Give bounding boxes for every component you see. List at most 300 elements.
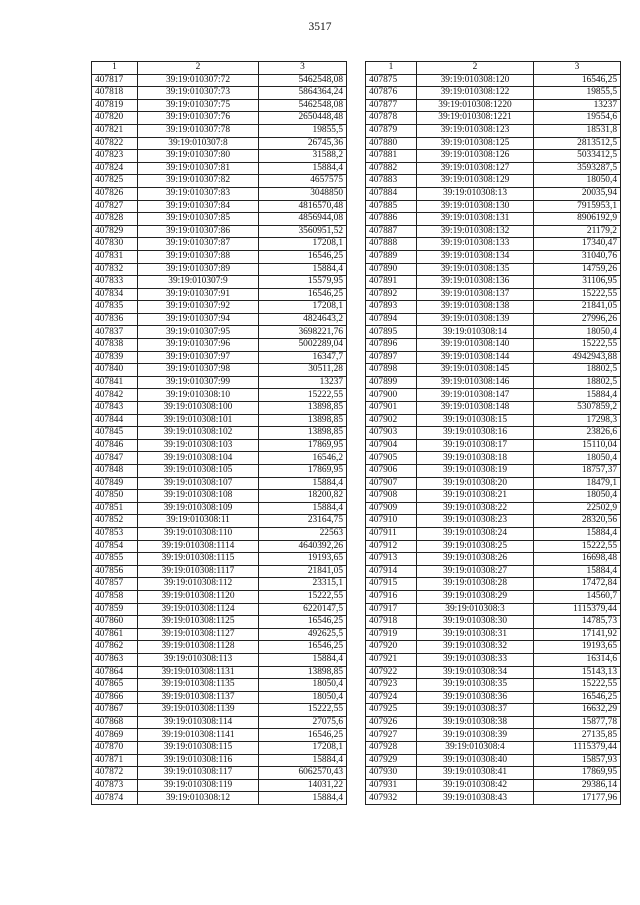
cadastral-number: 39:19:010308:40 [417,754,534,767]
cadastral-number: 39:19:010307:91 [138,288,259,301]
table-row [366,238,621,251]
cadastral-number: 39:19:010308:147 [417,389,534,402]
row-number: 407859 [92,603,138,616]
row-number: 407916 [366,590,417,603]
cadastral-value: 492625,5 [259,628,347,641]
row-number: 407888 [366,238,417,251]
cadastral-number: 39:19:010308:119 [138,779,259,792]
table-row [92,502,347,515]
row-number: 407827 [92,200,138,213]
cadastral-value: 3593287,5 [534,162,621,175]
cadastral-number: 39:19:010308:10 [138,389,259,402]
table-row [366,729,621,742]
row-number: 407928 [366,742,417,755]
page-number: 3517 [308,21,332,33]
cadastral-value: 5462548,08 [259,99,347,112]
cadastral-number: 39:19:010308:22 [417,502,534,515]
cadastral-value: 17472,84 [534,578,621,591]
table-row [366,679,621,692]
row-number: 407856 [92,565,138,578]
row-number: 407917 [366,603,417,616]
row-number: 407828 [92,213,138,226]
column-header: 1 [366,62,417,75]
table-row [366,389,621,402]
table-row [92,137,347,150]
cadastral-number: 39:19:010307:95 [138,326,259,339]
row-number: 407836 [92,313,138,326]
cadastral-number: 39:19:010308:110 [138,527,259,540]
row-number: 407869 [92,729,138,742]
table-row [366,339,621,352]
cadastral-value: 16546,25 [259,616,347,629]
table-row [92,162,347,175]
cadastral-number: 39:19:010308:17 [417,439,534,452]
cadastral-number: 39:19:010308:1221 [417,112,534,125]
table-row [92,150,347,163]
table-row [366,490,621,503]
cadastral-number: 39:19:010307:96 [138,339,259,352]
cadastral-number: 39:19:010308:1120 [138,590,259,603]
cadastral-number: 39:19:010308:1114 [138,540,259,553]
row-number: 407895 [366,326,417,339]
table-row [366,250,621,263]
row-number: 407883 [366,175,417,188]
cadastral-value: 5462548,08 [259,74,347,87]
cadastral-number: 39:19:010308:1115 [138,553,259,566]
table-row [92,653,347,666]
table-row [366,99,621,112]
table-row [366,641,621,654]
cadastral-number: 39:19:010308:101 [138,414,259,427]
cadastral-number: 39:19:010308:140 [417,339,534,352]
cadastral-value: 15579,95 [259,276,347,289]
table-row [366,402,621,415]
cadastral-number: 39:19:010308:3 [417,603,534,616]
table-row [92,276,347,289]
table-row [366,162,621,175]
cadastral-value: 15884,4 [259,162,347,175]
row-number: 407820 [92,112,138,125]
cadastral-value: 8906192,9 [534,213,621,226]
table-row [366,175,621,188]
cadastral-value: 18050,4 [534,452,621,465]
cadastral-number: 39:19:010308:103 [138,439,259,452]
cadastral-number: 39:19:010308:1220 [417,99,534,112]
right-table-body [366,62,621,805]
cadastral-value: 14031,22 [259,779,347,792]
row-number: 407920 [366,641,417,654]
cadastral-value: 28320,56 [534,515,621,528]
cadastral-value: 18531,8 [534,124,621,137]
table-row [92,414,347,427]
column-header: 1 [92,62,138,75]
table-row [92,628,347,641]
cadastral-value: 21841,05 [534,301,621,314]
cadastral-value: 15877,78 [534,716,621,729]
cadastral-number: 39:19:010308:122 [417,87,534,100]
cadastral-number: 39:19:010308:15 [417,414,534,427]
cadastral-value: 4942943,88 [534,351,621,364]
row-number: 407903 [366,427,417,440]
row-number: 407855 [92,553,138,566]
table-row [366,427,621,440]
cadastral-number: 39:19:010308:34 [417,666,534,679]
table-row [92,553,347,566]
cadastral-number: 39:19:010308:4 [417,742,534,755]
cadastral-number: 39:19:010307:94 [138,313,259,326]
cadastral-value: 15884,4 [259,792,347,805]
cadastral-value: 15884,4 [259,502,347,515]
cadastral-number: 39:19:010308:102 [138,427,259,440]
cadastral-number: 39:19:010308:25 [417,540,534,553]
cadastral-number: 39:19:010308:20 [417,477,534,490]
row-number: 407833 [92,276,138,289]
cadastral-number: 39:19:010308:27 [417,565,534,578]
cadastral-value: 15884,4 [534,565,621,578]
cadastral-number: 39:19:010308:113 [138,653,259,666]
header-row [92,62,347,75]
table-row [366,716,621,729]
row-number: 407923 [366,679,417,692]
table-row [92,540,347,553]
row-number: 407867 [92,704,138,717]
cadastral-value: 5864364,24 [259,87,347,100]
row-number: 407899 [366,376,417,389]
row-number: 407847 [92,452,138,465]
table-row [92,364,347,377]
cadastral-value: 15884,4 [259,263,347,276]
row-number: 407852 [92,515,138,528]
cadastral-value: 15222,55 [534,540,621,553]
row-number: 407844 [92,414,138,427]
cadastral-value: 22502,9 [534,502,621,515]
cadastral-number: 39:19:010308:31 [417,628,534,641]
cadastral-number: 39:19:010308:137 [417,288,534,301]
row-number: 407863 [92,653,138,666]
left-table-body [92,62,347,805]
cadastral-value: 15884,4 [534,389,621,402]
cadastral-number: 39:19:010308:39 [417,729,534,742]
cadastral-value: 30511,28 [259,364,347,377]
cadastral-value: 16347,7 [259,351,347,364]
cadastral-number: 39:19:010308:120 [417,74,534,87]
cadastral-value: 4856944,08 [259,213,347,226]
column-header: 2 [417,62,534,75]
row-number: 407906 [366,465,417,478]
cadastral-number: 39:19:010307:76 [138,112,259,125]
table-row [366,779,621,792]
row-number: 407924 [366,691,417,704]
row-number: 407887 [366,225,417,238]
cadastral-number: 39:19:010307:78 [138,124,259,137]
table-row [92,742,347,755]
cadastral-value: 2650448,48 [259,112,347,125]
table-row [92,666,347,679]
table-row [366,527,621,540]
row-number: 407873 [92,779,138,792]
cadastral-value: 4824643,2 [259,313,347,326]
cadastral-number: 39:19:010308:21 [417,490,534,503]
table-row [366,112,621,125]
row-number: 407874 [92,792,138,805]
row-number: 407843 [92,402,138,415]
row-number: 407877 [366,99,417,112]
cadastral-number: 39:19:010308:1141 [138,729,259,742]
table-row [366,502,621,515]
table-row [92,376,347,389]
row-number: 407925 [366,704,417,717]
cadastral-value: 16546,2 [259,452,347,465]
cadastral-value: 15143,13 [534,666,621,679]
row-number: 407880 [366,137,417,150]
table-row [366,767,621,780]
row-number: 407901 [366,402,417,415]
row-number: 407872 [92,767,138,780]
cadastral-number: 39:19:010308:35 [417,679,534,692]
cadastral-value: 1115379,44 [534,742,621,755]
table-row [366,691,621,704]
table-row [92,74,347,87]
header-row [366,62,621,75]
table-row [92,704,347,717]
cadastral-value: 19193,65 [259,553,347,566]
cadastral-number: 39:19:010307:92 [138,301,259,314]
row-number: 407894 [366,313,417,326]
row-number: 407889 [366,250,417,263]
cadastral-number: 39:19:010307:80 [138,150,259,163]
cadastral-number: 39:19:010308:43 [417,792,534,805]
cadastral-number: 39:19:010308:1135 [138,679,259,692]
table-row [92,288,347,301]
cadastral-value: 18050,4 [534,326,621,339]
row-number: 407866 [92,691,138,704]
cadastral-number: 39:19:010308:129 [417,175,534,188]
cadastral-value: 5033412,5 [534,150,621,163]
cadastral-number: 39:19:010308:104 [138,452,259,465]
row-number: 407918 [366,616,417,629]
row-number: 407876 [366,87,417,100]
table-row [366,351,621,364]
row-number: 407914 [366,565,417,578]
row-number: 407875 [366,74,417,87]
table-row [92,779,347,792]
table-row [92,754,347,767]
row-number: 407840 [92,364,138,377]
table-row [366,666,621,679]
table-row [366,540,621,553]
cadastral-value: 15222,55 [259,389,347,402]
cadastral-number: 39:19:010308:16 [417,427,534,440]
column-header: 3 [259,62,347,75]
row-number: 407898 [366,364,417,377]
cadastral-number: 39:19:010308:112 [138,578,259,591]
row-number: 407839 [92,351,138,364]
cadastral-value: 3698221,76 [259,326,347,339]
cadastral-number: 39:19:010308:1124 [138,603,259,616]
cadastral-value: 13898,85 [259,666,347,679]
row-number: 407845 [92,427,138,440]
cadastral-number: 39:19:010308:136 [417,276,534,289]
cadastral-number: 39:19:010308:145 [417,364,534,377]
row-number: 407830 [92,238,138,251]
row-number: 407846 [92,439,138,452]
row-number: 407904 [366,439,417,452]
cadastral-number: 39:19:010308:32 [417,641,534,654]
table-row [366,150,621,163]
cadastral-value: 17141,92 [534,628,621,641]
cadastral-number: 39:19:010308:105 [138,465,259,478]
cadastral-number: 39:19:010308:117 [138,767,259,780]
cadastral-value: 16546,25 [259,729,347,742]
row-number: 407865 [92,679,138,692]
right-registry-table [365,61,621,805]
row-number: 407853 [92,527,138,540]
row-number: 407817 [92,74,138,87]
row-number: 407913 [366,553,417,566]
cadastral-value: 15222,55 [534,288,621,301]
table-row [366,313,621,326]
table-row [92,477,347,490]
table-row [366,276,621,289]
row-number: 407819 [92,99,138,112]
cadastral-number: 39:19:010307:85 [138,213,259,226]
row-number: 407826 [92,187,138,200]
cadastral-number: 39:19:010308:114 [138,716,259,729]
cadastral-value: 18802,5 [534,364,621,377]
cadastral-number: 39:19:010308:24 [417,527,534,540]
table-row [92,99,347,112]
cadastral-number: 39:19:010308:1128 [138,641,259,654]
table-row [92,225,347,238]
cadastral-number: 39:19:010308:123 [417,124,534,137]
cadastral-value: 31588,2 [259,150,347,163]
row-number: 407849 [92,477,138,490]
cadastral-value: 31040,76 [534,250,621,263]
table-row [92,250,347,263]
row-number: 407884 [366,187,417,200]
cadastral-number: 39:19:010308:12 [138,792,259,805]
table-row [366,742,621,755]
cadastral-value: 6220147,5 [259,603,347,616]
cadastral-value: 16546,25 [259,250,347,263]
table-row [366,653,621,666]
cadastral-number: 39:19:010308:19 [417,465,534,478]
table-row [366,565,621,578]
table-row [92,402,347,415]
table-row [366,477,621,490]
table-row [366,515,621,528]
cadastral-value: 18200,82 [259,490,347,503]
row-number: 407897 [366,351,417,364]
cadastral-number: 39:19:010307:97 [138,351,259,364]
cadastral-number: 39:19:010307:89 [138,263,259,276]
row-number: 407911 [366,527,417,540]
row-number: 407919 [366,628,417,641]
cadastral-value: 3560951,52 [259,225,347,238]
table-row [92,792,347,805]
cadastral-number: 39:19:010308:108 [138,490,259,503]
table-row [366,87,621,100]
row-number: 407823 [92,150,138,163]
cadastral-value: 15222,55 [534,679,621,692]
table-row [92,389,347,402]
cadastral-value: 4640392,26 [259,540,347,553]
cadastral-number: 39:19:010308:1137 [138,691,259,704]
table-row [366,213,621,226]
table-row [92,339,347,352]
cadastral-value: 16632,29 [534,704,621,717]
cadastral-value: 15884,4 [259,653,347,666]
row-number: 407851 [92,502,138,515]
cadastral-number: 39:19:010308:41 [417,767,534,780]
table-row [366,590,621,603]
cadastral-number: 39:19:010308:23 [417,515,534,528]
table-row [366,704,621,717]
table-row [366,578,621,591]
cadastral-value: 15222,55 [534,339,621,352]
cadastral-number: 39:19:010308:109 [138,502,259,515]
cadastral-number: 39:19:010307:82 [138,175,259,188]
row-number: 407896 [366,339,417,352]
cadastral-value: 18050,4 [259,691,347,704]
cadastral-number: 39:19:010308:132 [417,225,534,238]
table-row [366,225,621,238]
table-row [92,439,347,452]
cadastral-value: 27996,26 [534,313,621,326]
cadastral-value: 19855,5 [259,124,347,137]
cadastral-value: 5307859,2 [534,402,621,415]
table-row [92,515,347,528]
row-number: 407862 [92,641,138,654]
table-row [92,578,347,591]
cadastral-number: 39:19:010308:134 [417,250,534,263]
cadastral-number: 39:19:010308:115 [138,742,259,755]
cadastral-value: 23164,75 [259,515,347,528]
cadastral-value: 15110,04 [534,439,621,452]
cadastral-number: 39:19:010307:99 [138,376,259,389]
row-number: 407930 [366,767,417,780]
cadastral-value: 19855,5 [534,87,621,100]
cadastral-value: 13898,85 [259,402,347,415]
table-row [92,213,347,226]
cadastral-value: 22563 [259,527,347,540]
table-row [92,427,347,440]
row-number: 407818 [92,87,138,100]
row-number: 407870 [92,742,138,755]
table-row [366,137,621,150]
column-header: 2 [138,62,259,75]
table-row [366,628,621,641]
cadastral-value: 5002289,04 [259,339,347,352]
table-row [92,452,347,465]
table-row [366,553,621,566]
table-row [92,641,347,654]
cadastral-number: 39:19:010308:37 [417,704,534,717]
cadastral-number: 39:19:010308:14 [417,326,534,339]
table-row [92,326,347,339]
cadastral-value: 15884,4 [259,477,347,490]
cadastral-number: 39:19:010308:144 [417,351,534,364]
row-number: 407908 [366,490,417,503]
cadastral-number: 39:19:010307:83 [138,187,259,200]
cadastral-value: 7915953,1 [534,200,621,213]
cadastral-number: 39:19:010308:1131 [138,666,259,679]
row-number: 407832 [92,263,138,276]
row-number: 407868 [92,716,138,729]
cadastral-number: 39:19:010308:130 [417,200,534,213]
row-number: 407926 [366,716,417,729]
table-row [92,691,347,704]
